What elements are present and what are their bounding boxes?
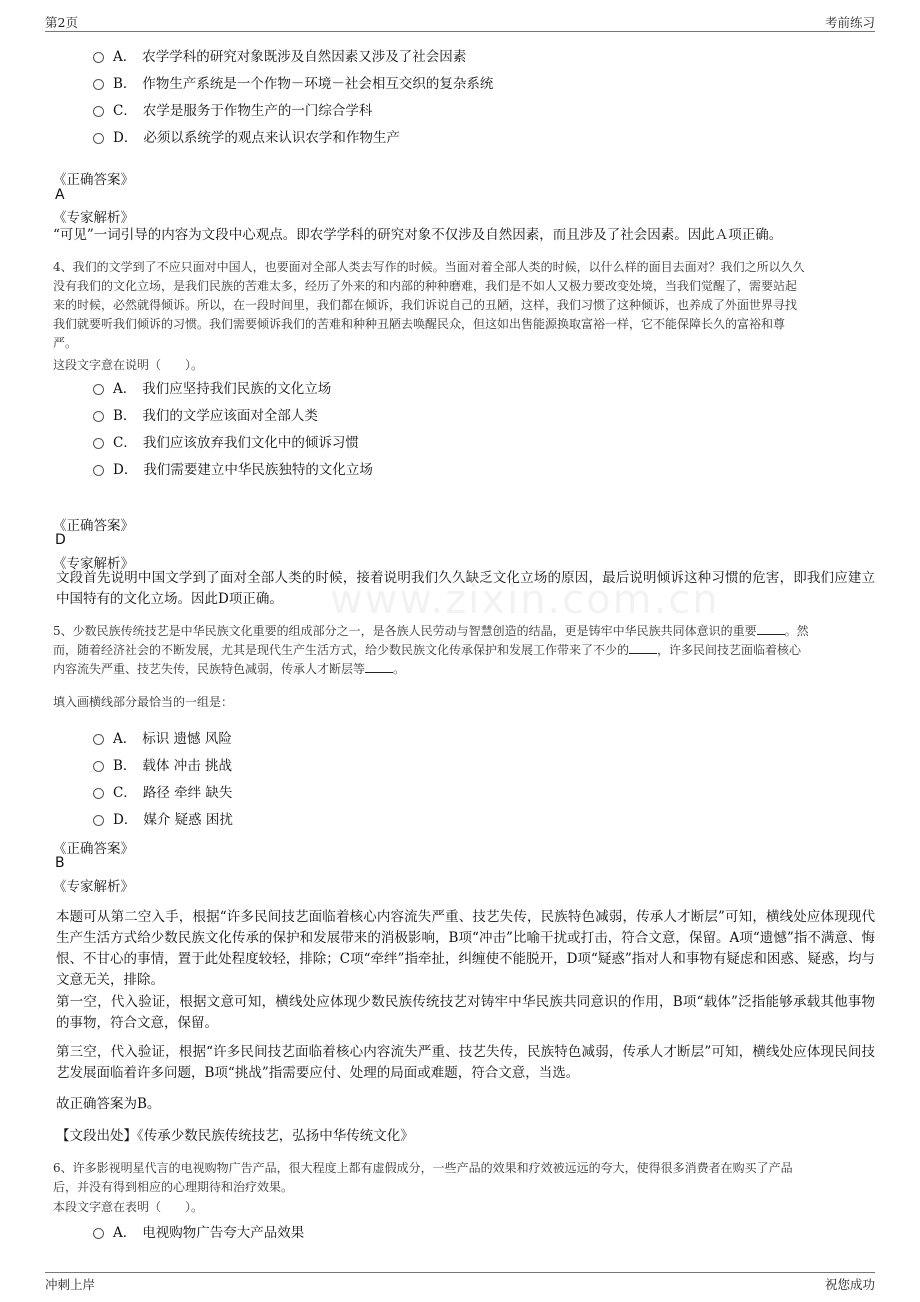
footer-right: 祝您成功 — [824, 1277, 875, 1292]
page-footer — [45, 1272, 875, 1293]
q3-option-b[interactable]: B． 作物生产系统是一个作物－环境－社会相互交织的复杂系统 — [93, 72, 493, 92]
q4-analysis: 文段首先说明中国文学到了面对全部人类的时候，接着说明我们久久缺乏文化立场的原因，最后说明倾诉这种习惯的危害，即我们应建立中国特有的文化立场。因此D项正确。 — [56, 570, 875, 607]
q4-analysis-label: 《专家解析》 — [53, 556, 134, 572]
q5-analysis-p1: 本题可从第二空入手，根据“许多民间技艺面临着核心内容流失严重、技艺失传，民族特色减弱，传承人才断层”可知，横线处应体现现代生产生活方式给少数民族文化传承的保护和发展带来的消极影响，B项“冲击”比喻干扰或打击，符合文意，保留。A项“遗憾”指不满意、悔恨、不甘心的事情，置于此处程度较轻，排除；C项“牵绊”指牵扯，纠缠使不能脱开，D项“疑惑”指对人和事物有疑虑和困惑、疑惑，均与文意无关，排除。 — [56, 909, 875, 988]
q4-answer: D — [55, 532, 66, 548]
q3-answer: A — [55, 187, 65, 203]
radio-icon[interactable] — [93, 411, 104, 422]
q3-option-c[interactable]: C． 农学是服务于作物生产的一门综合学科 — [93, 99, 372, 119]
header-title: 考前练习 — [824, 15, 875, 30]
q4-question: 这段文字意在说明（ ）。 — [53, 358, 204, 372]
q4-option-d[interactable]: D． 我们需要建立中华民族独特的文化立场 — [93, 458, 373, 478]
q3-answer-label: 《正确答案》 — [53, 172, 134, 188]
radio-icon[interactable] — [93, 438, 104, 449]
q5-question: 填入画横线部分最恰当的一组是： — [53, 695, 234, 709]
q3-analysis-label: 《专家解析》 — [53, 210, 134, 226]
q5-answer: B — [55, 855, 65, 871]
radio-icon[interactable] — [93, 384, 104, 395]
radio-icon[interactable] — [93, 815, 104, 826]
q5-analysis-p3: 第三空，代入验证，根据“许多民间技艺面临着核心内容流失严重、技艺失传，民族特色减弱，传承人才断层”可知，横线处应体现民间技艺发展面临着许多问题，B项“挑战”指需要应付、处理的局面或难题，符合文意，当选。 — [56, 1044, 875, 1081]
radio-icon[interactable] — [93, 761, 104, 772]
q4-answer-label: 《正确答案》 — [53, 518, 134, 534]
radio-icon[interactable] — [93, 734, 104, 745]
q3-option-d[interactable]: D． 必须以系统学的观点来认识农学和作物生产 — [93, 126, 400, 146]
q5-stem: 5、少数民族传统技艺是中华民族文化重要的组成部分之一，是各族人民劳动与智慧创造的结晶，更是铸牢中华民族共同体意识的重要 。然 而，随着经济社会的不断发展，尤其是现代生产生活方式，给少数民族文化传承保护和发展工作带来了不少的 ，许多民间技艺面临着核心 内容流失严重、技艺失传，民族特色减弱，传承人才断层等 。 — [53, 624, 809, 676]
q5-option-d[interactable]: D． 媒介 疑惑 困扰 — [93, 808, 233, 828]
radio-icon[interactable] — [93, 788, 104, 799]
q5-option-b[interactable]: B． 载体 冲击 挑战 — [93, 754, 232, 774]
q5-analysis-p4: 故正确答案为B。 — [56, 1096, 161, 1112]
q6-stem: 6、许多影视明星代言的电视购物广告产品，很大程度上都有虚假成分，一些产品的效果和疗效被远远的夸大，使得很多消费者在购买了产品 后，并没有得到相应的心理期待和治疗效果。 — [53, 1161, 793, 1194]
q4-option-c[interactable]: C． 我们应该放弃我们文化中的倾诉习惯 — [93, 431, 359, 451]
q5-analysis-p2: 第一空，代入验证，根据文意可知，横线处应体现少数民族传统技艺对铸牢中华民族共同意识的作用，B项“载体”泛指能够承载其他事物的事物，符合文意，保留。 — [56, 994, 875, 1031]
radio-icon[interactable] — [93, 133, 104, 144]
q6-question: 本段文字意在表明（ ）。 — [53, 1200, 204, 1214]
q4-option-b[interactable]: B． 我们的文学应该面对全部人类 — [93, 404, 318, 424]
q5-source: 【文段出处】《传承少数民族传统技艺，弘扬中华传统文化》 — [56, 1128, 414, 1144]
radio-icon[interactable] — [93, 106, 104, 117]
blank-3 — [365, 660, 393, 673]
q4-stem: 4、我们的文学到了不应只面对中国人，也要面对全部人类去写作的时候。当面对着全部人类的时候，以什么样的面目去面对？我们之所以久久 没有我们的文化立场，是我们民族的苦难太多，经历了外来的和内部的种种磨难，我们是不如人又极力要改变处境，当我们觉醒了，需要站起 来的时候，必然就得倾诉。所以，在一段时间里，我们都在倾诉，我们诉说自己的丑陋，这样，我们习惯了这种倾诉，也养成了外面世界寻找 我们就要听我们倾诉的习惯。我们需要倾诉我们的苦难和种种丑陋去唤醒民众，但这如出售能源换取富裕一样，它不能保障长久的富裕和尊 严。 — [53, 260, 805, 350]
radio-icon[interactable] — [93, 52, 104, 63]
footer-left: 冲刺上岸 — [45, 1277, 96, 1292]
q3-option-a[interactable]: A． 农学学科的研究对象既涉及自然因素又涉及了社会因素 — [93, 45, 466, 65]
page-number: 第2页 — [45, 15, 78, 30]
watermark: www.zixin.com.cn — [330, 577, 720, 623]
q5-answer-label: 《正确答案》 — [53, 841, 134, 857]
blank-1 — [757, 622, 785, 635]
q5-analysis-label: 《专家解析》 — [53, 879, 134, 895]
q6-option-a[interactable]: A． 电视购物广告夸大产品效果 — [93, 1221, 304, 1241]
q3-analysis: “可见”一词引导的内容为文段中心观点。即农学学科的研究对象不仅涉及自然因素，而且涉及了社会因素。因此Ａ项正确。 — [53, 227, 783, 243]
radio-icon[interactable] — [93, 1228, 104, 1239]
page-header — [45, 13, 875, 32]
radio-icon[interactable] — [93, 79, 104, 90]
radio-icon[interactable] — [93, 465, 104, 476]
blank-2 — [629, 641, 657, 654]
q5-option-c[interactable]: C． 路径 牵绊 缺失 — [93, 781, 232, 801]
q4-option-a[interactable]: A． 我们应坚持我们民族的文化立场 — [93, 377, 331, 397]
q5-option-a[interactable]: A． 标识 遗憾 风险 — [93, 727, 232, 747]
